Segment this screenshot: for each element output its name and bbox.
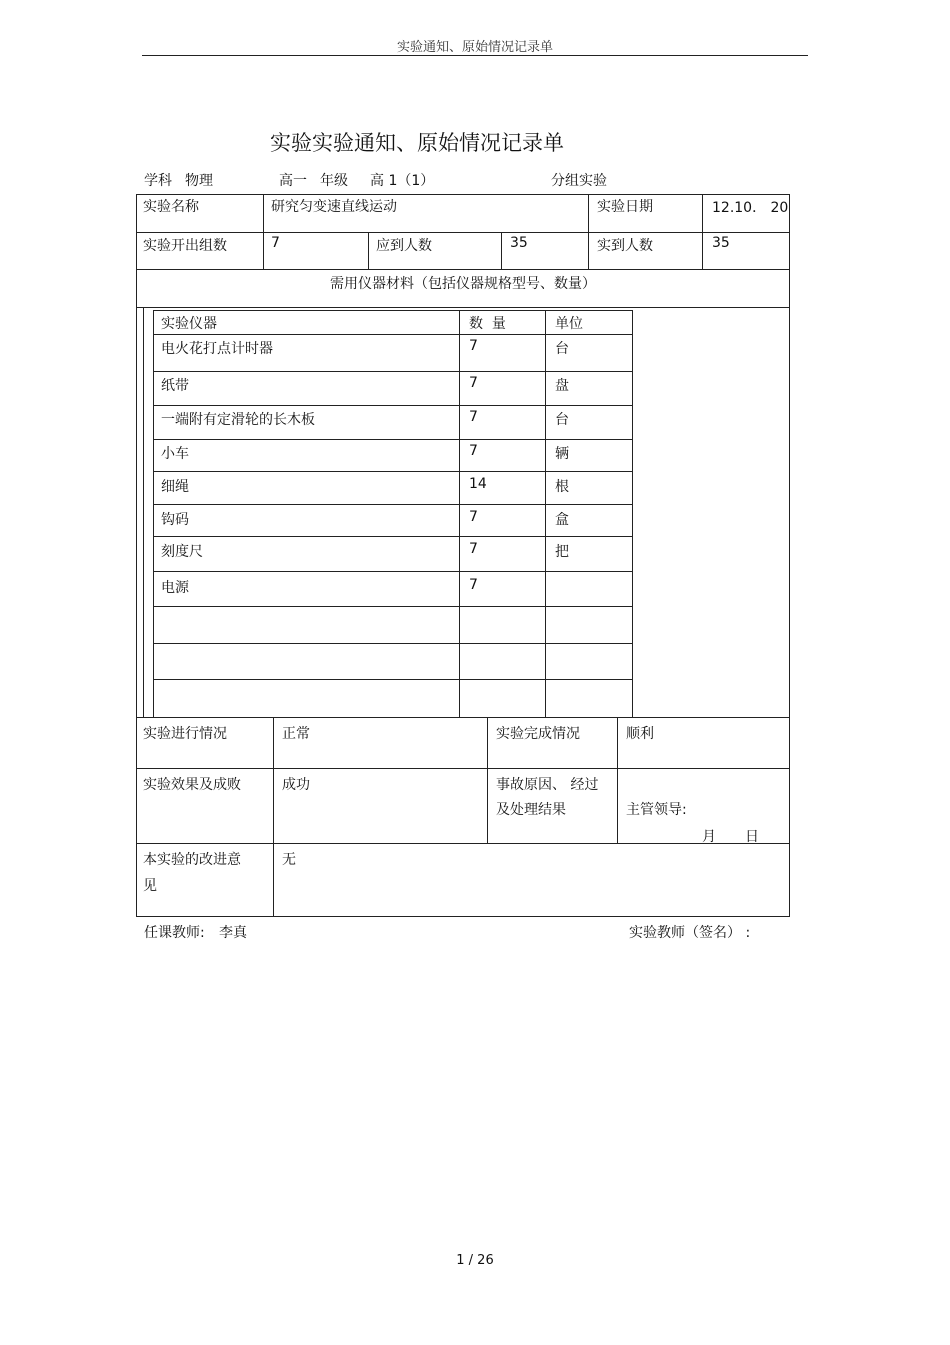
material-name: 钩码	[161, 512, 189, 528]
subject-value: 物理	[185, 173, 213, 189]
material-name: 刻度尺	[161, 544, 203, 560]
page-number: 1 / 26	[456, 1253, 494, 1268]
material-qty: 7	[469, 338, 478, 354]
improve-value: 无	[282, 852, 296, 868]
teacher-name: 李真	[219, 925, 247, 941]
completion-value: 顺利	[626, 726, 654, 742]
experiment-type: 分组实验	[551, 173, 607, 189]
effect-label: 实验效果及成败	[143, 777, 241, 793]
month-label: 月	[702, 829, 716, 845]
experiment-date-label: 实验日期	[597, 199, 653, 215]
material-qty: 7	[469, 409, 478, 425]
grade-label: 年级	[320, 173, 348, 189]
actual-value: 35	[712, 235, 730, 251]
effect-value: 成功	[282, 777, 310, 793]
supervisor-label: 主管领导:	[626, 802, 687, 818]
material-name: 电源	[161, 580, 189, 596]
material-name: 一端附有定滑轮的长木板	[161, 412, 315, 428]
material-qty: 7	[469, 541, 478, 557]
expected-value: 35	[510, 235, 528, 251]
material-qty: 7	[469, 577, 478, 593]
experiment-name-label: 实验名称	[143, 199, 199, 215]
col-name-header: 实验仪器	[161, 316, 217, 332]
groups-label: 实验开出组数	[143, 238, 227, 254]
materials-heading: 需用仪器材料（包括仪器规格型号、数量）	[330, 276, 596, 292]
material-unit: 盘	[555, 378, 569, 394]
material-qty: 14	[469, 476, 487, 492]
header-rule	[142, 55, 808, 56]
material-name: 电火花打点计时器	[161, 341, 273, 357]
expected-label: 应到人数	[376, 238, 432, 254]
accident-label-line2: 及处理结果	[496, 802, 566, 818]
lab-teacher-signature-label: 实验教师（签名） :	[629, 925, 751, 941]
material-name: 小车	[161, 446, 189, 462]
material-qty: 7	[469, 375, 478, 391]
material-unit: 辆	[555, 446, 569, 462]
material-name: 纸带	[161, 378, 189, 394]
experiment-name: 研究匀变速直线运动	[271, 199, 397, 215]
running-header: 实验通知、原始情况记录单	[396, 40, 553, 55]
col-unit-header: 单位	[555, 316, 583, 332]
material-unit: 根	[555, 479, 569, 495]
class-value: 高 1（1）	[370, 173, 435, 189]
completion-label: 实验完成情况	[496, 726, 580, 742]
experiment-date: 12.10． 20	[712, 200, 789, 216]
document-title: 实验实验通知、原始情况记录单	[270, 131, 564, 155]
material-unit: 盒	[555, 512, 569, 528]
material-unit: 台	[555, 341, 569, 357]
material-unit: 把	[555, 544, 569, 560]
actual-label: 实到人数	[597, 238, 653, 254]
progress-value: 正常	[282, 726, 310, 742]
groups-value: 7	[271, 235, 280, 251]
material-qty: 7	[469, 443, 478, 459]
subject-label: 学科	[144, 173, 172, 189]
teacher-label: 任课教师:	[144, 925, 205, 941]
material-name: 细绳	[161, 479, 189, 495]
improve-label-line2: 见	[143, 878, 157, 894]
material-qty: 7	[469, 509, 478, 525]
col-qty-header: 数 量	[469, 316, 506, 332]
accident-label-line1: 事故原因、 经过	[496, 777, 599, 793]
progress-label: 实验进行情况	[143, 726, 227, 742]
material-unit: 台	[555, 412, 569, 428]
day-label: 日	[745, 829, 759, 845]
improve-label-line1: 本实验的改进意	[143, 852, 241, 868]
grade-value: 高一	[279, 173, 307, 189]
